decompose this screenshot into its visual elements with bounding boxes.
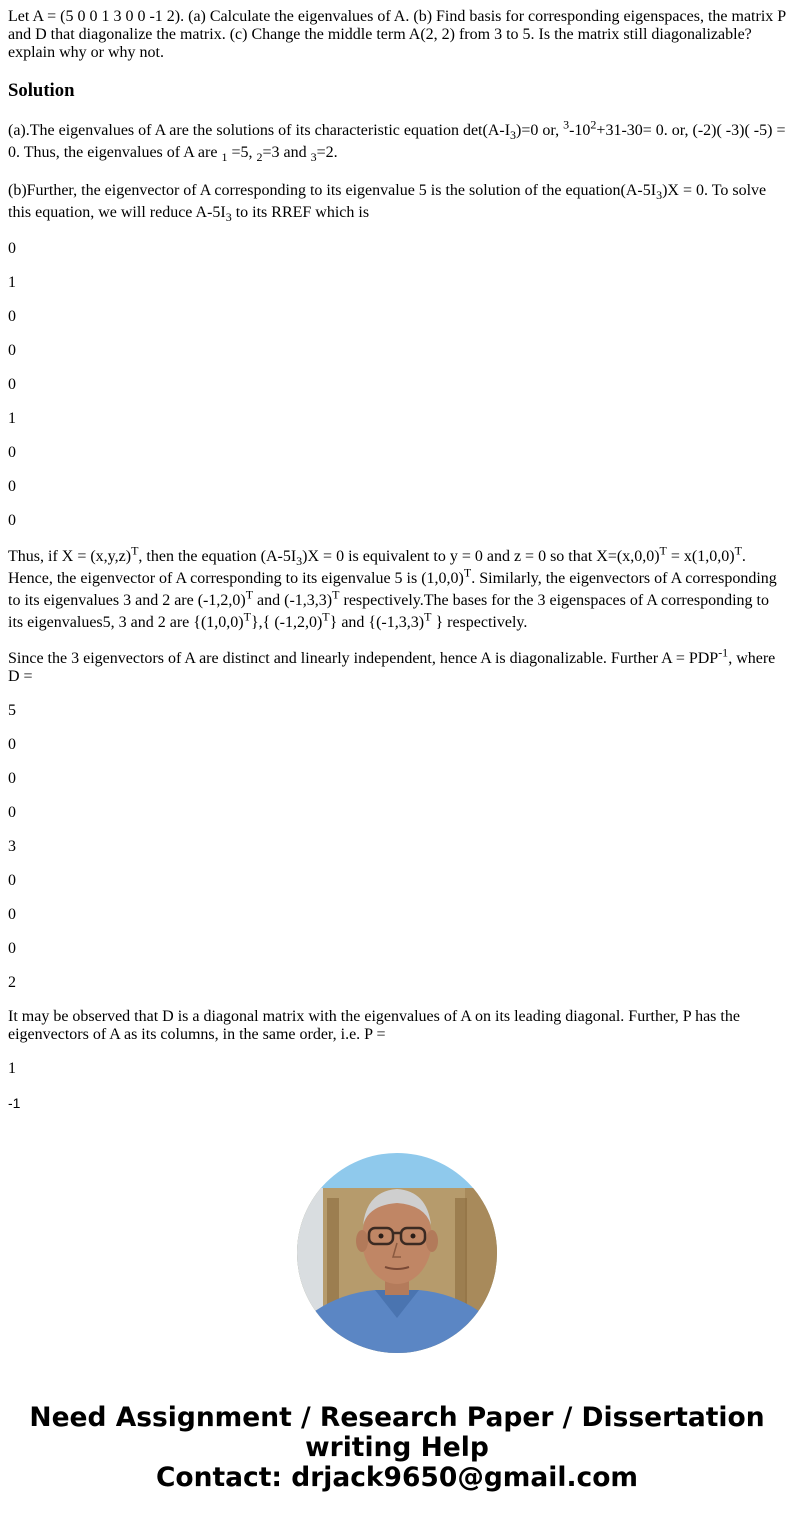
- since-paragraph: Since the 3 eigenvectors of A are distinct and linearly independent, hence A is diagonalizable. Further $A = PDP^{-1}$, where D =: [8, 645, 776, 685]
- matrix-cell: 0: [8, 512, 16, 529]
- matrix-cell: 0: [8, 906, 16, 923]
- p-matrix: [8, 1060, 786, 1112]
- solution-heading: Solution: [8, 80, 75, 101]
- matrix-cell: 0: [8, 342, 16, 359]
- matrix-cell: 0: [8, 804, 16, 821]
- matrix-cell: 0: [8, 444, 16, 461]
- matrix-cell: 0: [8, 376, 16, 393]
- matrix-cell: 0: [8, 308, 16, 325]
- thus-paragraph: Thus, if $X = (x,y,z)^T$, then the equation $(A-5I_3)X = 0$ is equivalent to y = 0 and z = 0 so that $X=(x,0,0)^T = x(1,0,0)^T$. Hence, the eigenvector of A corresponding to its eigenvalue 5 is $(1,0,0)^T$. Similarly, the eigenvectors of A corresponding to its eigenvalues 3 and 2 are $(-1,2,0)^T$ and $(-1,3,3)^T$ respectively.The bases for the 3 eigenspaces of A corresponding to its eigenvalues5, 3 and 2 are $\{(1,0,0)^T\}$,{ $(-1,2,0)^T$} and {$(-1,3,3)^T$ } respectively.: [8, 543, 777, 631]
- document-body: [8, 8, 786, 1128]
- matrix-cell: 0: [8, 872, 16, 889]
- observe-paragraph: It may be observed that D is a diagonal matrix with the eigenvalues of A on its leading diagonal. Further, P has the eigenvectors of A as its columns, in the same order, i.e. P =: [8, 1008, 740, 1043]
- rref-matrix: [8, 240, 786, 530]
- part-b-paragraph: (b)Further, the eigenvector of A corresponding to its eigenvalue 5 is the solution of the $equation(A-5I_3)X = 0$. To solve this equation, we will reduce $A-5I_3$ to its RREF which is: [8, 182, 767, 225]
- matrix-cell: 1: [8, 274, 16, 291]
- matrix-cell: 2: [8, 974, 16, 991]
- question-text: Let A = (5 0 0 1 3 0 0 -1 2). (a) Calculate the eigenvalues of A. (b) Find basis for corresponding eigenspaces, the matrix P and D that diagonalize the matrix. (c) Change the middle term A(2, 2) from 3 to 5. Is the matrix still diagonalizable? explain why or why not.: [8, 8, 786, 61]
- matrix-cell: 0: [8, 240, 16, 257]
- author-portrait-image: [297, 1153, 497, 1353]
- author-avatar: [297, 1153, 497, 1353]
- matrix-cell: 1: [8, 1060, 16, 1077]
- matrix-cell: 0: [8, 770, 16, 787]
- matrix-cell: 0: [8, 940, 16, 957]
- footer-line: writing Help: [305, 1432, 489, 1463]
- matrix-cell: -1: [8, 1095, 21, 1111]
- footer-contact-line: Contact: drjack9650@gmail.com: [155, 1462, 639, 1493]
- matrix-cell: 0: [8, 736, 16, 753]
- d-matrix: [8, 702, 786, 992]
- contact-footer: [0, 1403, 794, 1493]
- matrix-cell: 5: [8, 702, 16, 719]
- matrix-cell: 0: [8, 478, 16, 495]
- footer-line: Need Assignment / Research Paper / Dissertation: [29, 1402, 765, 1433]
- part-a-paragraph: (a).The eigenvalues of A are the solutions of its characteristic equation $\det(A-I_3)=0$ or, $^3-10^2+31-30= 0$. or, (-2)( -3)( -5) = 0. Thus, the eigenvalues of A are $_1$ =5, $_2$=3 and $_3$=2.: [8, 117, 786, 165]
- matrix-cell: 3: [8, 838, 16, 855]
- matrix-cell: 1: [8, 410, 16, 427]
